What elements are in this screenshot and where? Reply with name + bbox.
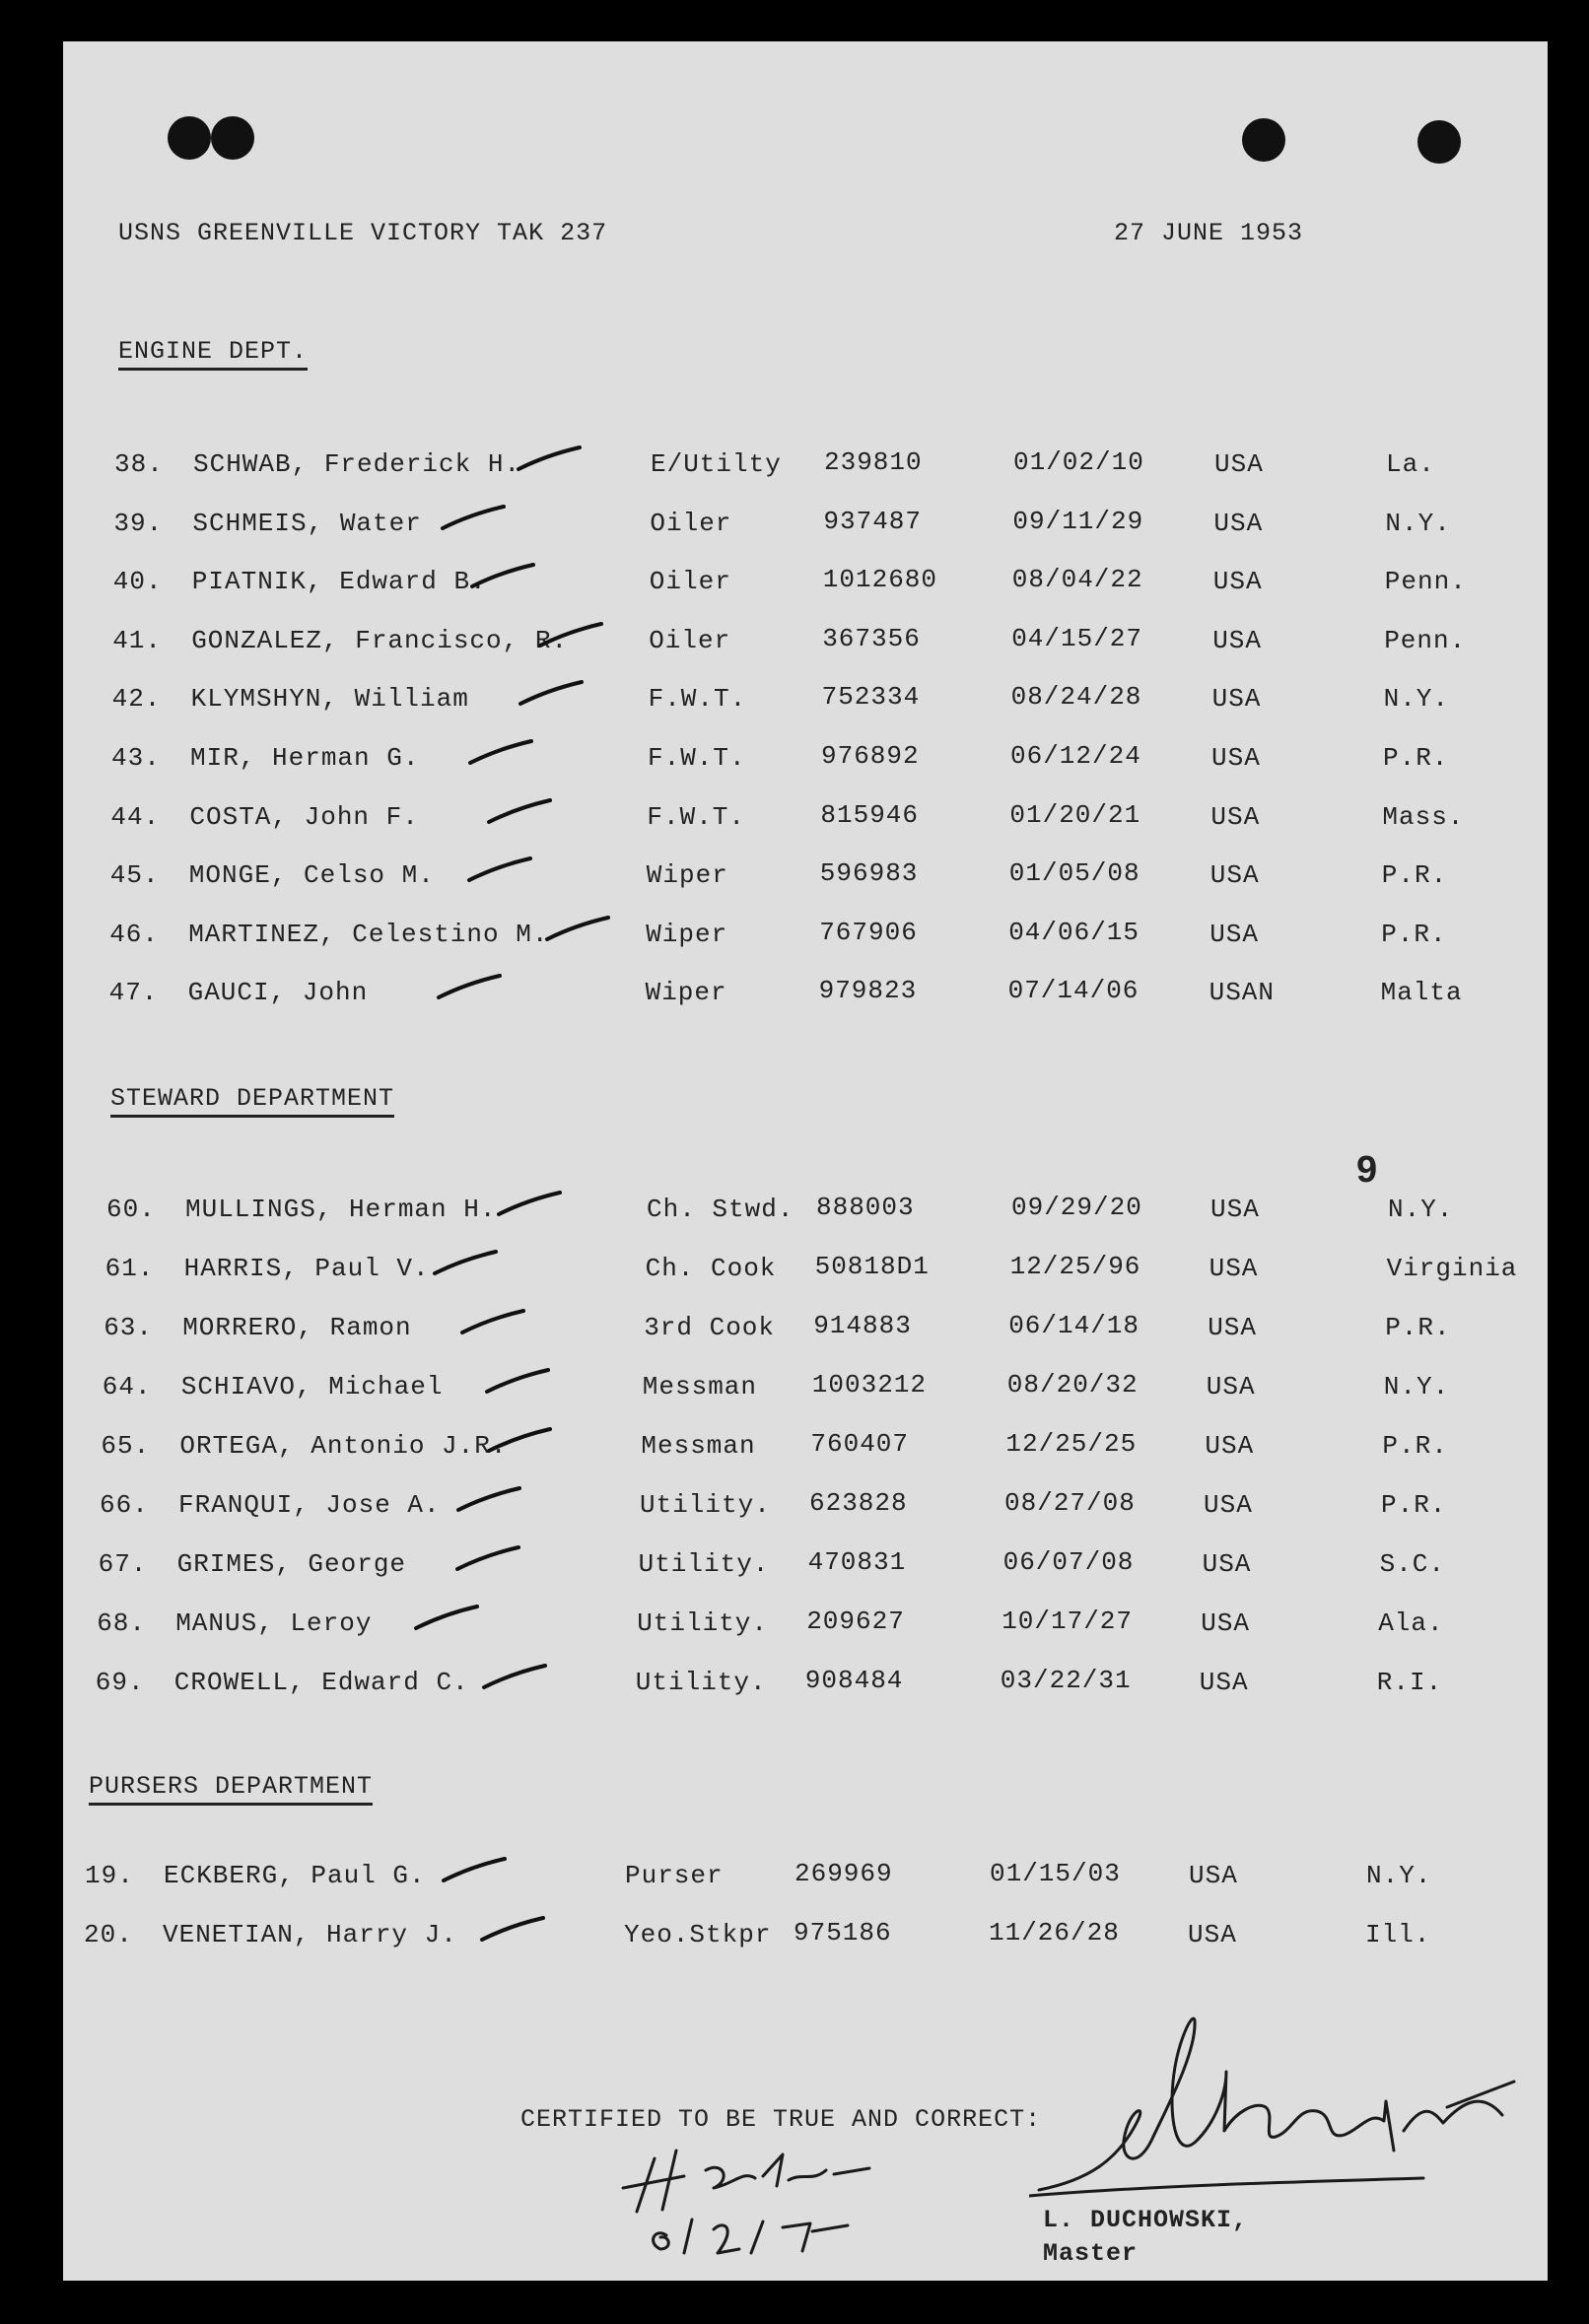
crew-rating: Utility. bbox=[640, 1490, 771, 1520]
crew-id-number: 596983 bbox=[819, 858, 919, 889]
crew-rating: Messman bbox=[642, 1372, 758, 1401]
nationality: USA bbox=[1210, 1195, 1260, 1224]
birth-date: 07/14/06 bbox=[1007, 976, 1140, 1006]
certification-text: CERTIFIED TO BE TRUE AND CORRECT: bbox=[520, 2105, 1042, 2134]
crew-rating: Utility. bbox=[638, 1549, 770, 1579]
crew-name: COSTA, John F. bbox=[189, 801, 419, 832]
nationality: USA bbox=[1208, 1313, 1257, 1342]
crew-name: MONGE, Celso M. bbox=[188, 860, 435, 891]
check-mark-icon bbox=[431, 1248, 500, 1277]
row-number: 42. bbox=[111, 684, 162, 715]
row-number: 64. bbox=[102, 1372, 152, 1401]
crew-id-number: 975186 bbox=[794, 1918, 892, 1948]
crew-id-number: 752334 bbox=[821, 682, 921, 713]
nationality: USA bbox=[1188, 1920, 1237, 1949]
nationality: USA bbox=[1205, 1431, 1255, 1461]
birth-place: Virginia bbox=[1386, 1254, 1518, 1283]
birth-place: Ala. bbox=[1378, 1608, 1444, 1638]
crew-name: MARTINEZ, Celestino M. bbox=[188, 919, 549, 949]
birth-date: 06/14/18 bbox=[1008, 1311, 1140, 1340]
crew-rating: Wiper bbox=[645, 978, 727, 1008]
birth-date: 12/25/25 bbox=[1005, 1429, 1138, 1459]
birth-place: Penn. bbox=[1384, 625, 1467, 655]
crew-rating: Utility. bbox=[637, 1608, 769, 1638]
row-number: 45. bbox=[109, 860, 160, 891]
crew-rating: Ch. Stwd. bbox=[647, 1195, 794, 1224]
birth-place: Penn. bbox=[1384, 567, 1467, 597]
crew-id-number: 367356 bbox=[822, 623, 921, 653]
birth-place: Malta bbox=[1380, 978, 1463, 1008]
birth-date: 10/17/27 bbox=[1002, 1606, 1134, 1636]
birth-place: N.Y. bbox=[1383, 684, 1450, 715]
check-mark-icon bbox=[458, 1307, 527, 1336]
check-mark-icon bbox=[543, 914, 612, 943]
birth-date: 01/20/21 bbox=[1009, 799, 1141, 830]
row-number: 63. bbox=[104, 1313, 153, 1342]
crew-id-number: 269969 bbox=[794, 1859, 893, 1888]
birth-place: S.C. bbox=[1379, 1549, 1446, 1579]
check-mark-icon bbox=[517, 678, 586, 708]
crew-id-number: 815946 bbox=[820, 799, 920, 830]
check-mark-icon bbox=[435, 972, 504, 1001]
crew-name: MIR, Herman G. bbox=[190, 743, 420, 773]
crew-name: ORTEGA, Antonio J.R. bbox=[179, 1431, 508, 1461]
row-number: 20. bbox=[84, 1920, 133, 1949]
row-number: 68. bbox=[97, 1608, 146, 1638]
crew-rating: F.W.T. bbox=[648, 684, 747, 715]
birth-date: 04/15/27 bbox=[1011, 623, 1143, 653]
birth-place: P.R. bbox=[1381, 860, 1448, 891]
crew-name: HARRIS, Paul V. bbox=[183, 1254, 430, 1283]
nationality: USA bbox=[1202, 1549, 1252, 1579]
crew-rating: F.W.T. bbox=[647, 801, 746, 832]
master-signature bbox=[1029, 2013, 1542, 2220]
nationality: USA bbox=[1214, 449, 1264, 479]
check-mark-icon bbox=[478, 1914, 547, 1944]
check-mark-icon bbox=[480, 1662, 549, 1691]
birth-date: 06/07/08 bbox=[1002, 1547, 1135, 1577]
check-mark-icon bbox=[439, 503, 508, 532]
crew-id-number: 767906 bbox=[819, 917, 918, 947]
birth-date: 08/04/22 bbox=[1011, 565, 1143, 595]
crew-id-number: 623828 bbox=[809, 1488, 908, 1518]
row-number: 43. bbox=[111, 743, 161, 773]
row-number: 65. bbox=[101, 1431, 151, 1461]
crew-id-number: 1003212 bbox=[811, 1370, 928, 1400]
crew-name: GAUCI, John bbox=[187, 978, 369, 1008]
birth-date: 09/29/20 bbox=[1011, 1193, 1142, 1222]
birth-place: N.Y. bbox=[1383, 1372, 1450, 1401]
nationality: USA bbox=[1206, 1372, 1256, 1401]
check-mark-icon bbox=[515, 444, 584, 473]
birth-place: N.Y. bbox=[1366, 1861, 1432, 1890]
crew-name: FRANQUI, Jose A. bbox=[178, 1490, 441, 1520]
birth-place: P.R. bbox=[1382, 1431, 1448, 1461]
crew-name: MORRERO, Ramon bbox=[182, 1313, 412, 1342]
row-number: 66. bbox=[100, 1490, 149, 1520]
crew-id-number: 209627 bbox=[806, 1606, 905, 1636]
steward-dept-heading: STEWARD DEPARTMENT bbox=[110, 1084, 394, 1118]
crew-id-number: 937487 bbox=[823, 506, 923, 536]
crew-id-number: 239810 bbox=[824, 447, 923, 477]
birth-date: 01/02/10 bbox=[1013, 447, 1144, 477]
birth-date: 01/15/03 bbox=[990, 1859, 1121, 1888]
row-number: 61. bbox=[104, 1254, 155, 1283]
birth-place: Mass. bbox=[1382, 801, 1465, 832]
birth-place: P.R. bbox=[1381, 1490, 1447, 1520]
birth-date: 04/06/15 bbox=[1008, 917, 1140, 947]
crew-id-number: 908484 bbox=[804, 1666, 904, 1695]
crew-rating: Oiler bbox=[649, 567, 731, 597]
nationality: USA bbox=[1199, 1668, 1249, 1697]
nationality: USA bbox=[1210, 801, 1261, 832]
punch-hole bbox=[211, 116, 254, 160]
crew-rating: Ch. Cook bbox=[645, 1254, 777, 1283]
check-mark-icon bbox=[485, 796, 554, 826]
birth-date: 03/22/31 bbox=[1000, 1666, 1132, 1695]
document-date: 27 JUNE 1953 bbox=[1114, 219, 1304, 247]
engine-dept-heading: ENGINE DEPT. bbox=[118, 337, 308, 371]
punch-hole bbox=[1417, 120, 1461, 164]
birth-date: 06/12/24 bbox=[1010, 741, 1141, 771]
birth-date: 09/11/29 bbox=[1012, 506, 1144, 536]
check-mark-icon bbox=[483, 1366, 552, 1396]
birth-date: 08/24/28 bbox=[1010, 682, 1142, 713]
nationality: USA bbox=[1201, 1608, 1250, 1638]
count-mark: 9 bbox=[1356, 1149, 1379, 1191]
crew-id-number: 914883 bbox=[813, 1311, 912, 1340]
nationality: USA bbox=[1209, 860, 1260, 891]
crew-name: KLYMSHYN, William bbox=[190, 684, 469, 715]
row-number: 38. bbox=[114, 449, 164, 479]
check-mark-icon bbox=[495, 1189, 564, 1218]
row-number: 41. bbox=[112, 625, 162, 655]
check-mark-icon bbox=[412, 1603, 481, 1632]
nationality: USA bbox=[1204, 1490, 1253, 1520]
crew-name: SCHMEIS, Water bbox=[192, 508, 422, 538]
birth-place: P.R. bbox=[1385, 1313, 1451, 1342]
birth-place: N.Y. bbox=[1385, 508, 1451, 538]
handwritten-initials bbox=[615, 2141, 940, 2259]
birth-date: 12/25/96 bbox=[1009, 1252, 1141, 1281]
birth-date: 01/05/08 bbox=[1008, 858, 1140, 889]
vessel-title: USNS GREENVILLE VICTORY TAK 237 bbox=[118, 219, 608, 247]
crew-name: ECKBERG, Paul G. bbox=[164, 1861, 426, 1890]
birth-place: R.I. bbox=[1376, 1668, 1443, 1697]
crew-name: CROWELL, Edward C. bbox=[173, 1668, 469, 1697]
crew-id-number: 1012680 bbox=[822, 565, 938, 595]
nationality: USA bbox=[1212, 625, 1262, 655]
birth-place: La. bbox=[1386, 449, 1435, 479]
nationality: USAN bbox=[1209, 978, 1276, 1008]
crew-name: GRIMES, George bbox=[176, 1549, 407, 1579]
nationality: USA bbox=[1212, 567, 1263, 597]
check-mark-icon bbox=[453, 1543, 522, 1573]
row-number: 39. bbox=[113, 508, 164, 538]
nationality: USA bbox=[1213, 508, 1264, 538]
birth-place: Ill. bbox=[1365, 1920, 1431, 1949]
crew-rating: E/Utilty bbox=[651, 449, 782, 479]
nationality: USA bbox=[1189, 1861, 1238, 1890]
row-number: 67. bbox=[98, 1549, 148, 1579]
check-mark-icon bbox=[440, 1855, 509, 1884]
check-mark-icon bbox=[536, 620, 605, 649]
check-mark-icon bbox=[485, 1425, 554, 1455]
nationality: USA bbox=[1211, 684, 1262, 715]
punch-hole bbox=[168, 116, 211, 160]
crew-name: GONZALEZ, Francisco, R. bbox=[191, 625, 569, 655]
master-name: L. DUCHOWSKI, bbox=[1043, 2206, 1249, 2234]
crew-id-number: 50818D1 bbox=[814, 1252, 930, 1281]
crew-id-number: 760407 bbox=[810, 1429, 910, 1459]
crew-rating: Oiler bbox=[649, 625, 731, 655]
birth-place: P.R. bbox=[1383, 743, 1449, 773]
crew-rating: Yeo.Stkpr bbox=[624, 1920, 772, 1949]
nationality: USA bbox=[1211, 743, 1261, 773]
row-number: 44. bbox=[110, 801, 161, 832]
crew-rating: Wiper bbox=[646, 919, 728, 949]
master-title: Master bbox=[1043, 2239, 1139, 2268]
pursers-dept-heading: PURSERS DEPARTMENT bbox=[89, 1772, 373, 1806]
crew-id-number: 976892 bbox=[821, 741, 920, 771]
crew-name: SCHWAB, Frederick H. bbox=[193, 449, 521, 479]
row-number: 47. bbox=[108, 978, 159, 1008]
row-number: 60. bbox=[106, 1195, 156, 1224]
punch-hole bbox=[1242, 118, 1285, 162]
birth-date: 08/20/32 bbox=[1006, 1370, 1139, 1400]
crew-name: MULLINGS, Herman H. bbox=[185, 1195, 497, 1224]
row-number: 46. bbox=[109, 919, 159, 949]
check-mark-icon bbox=[454, 1484, 523, 1514]
crew-name: VENETIAN, Harry J. bbox=[163, 1920, 457, 1949]
check-mark-icon bbox=[465, 854, 534, 884]
row-number: 19. bbox=[85, 1861, 134, 1890]
check-mark-icon bbox=[468, 561, 537, 590]
crew-id-number: 888003 bbox=[816, 1193, 915, 1222]
document-page bbox=[63, 41, 1548, 2281]
crew-id-number: 470831 bbox=[807, 1547, 907, 1577]
birth-place: N.Y. bbox=[1388, 1195, 1454, 1224]
nationality: USA bbox=[1209, 1254, 1259, 1283]
nationality: USA bbox=[1209, 919, 1259, 949]
birth-date: 08/27/08 bbox=[1004, 1488, 1136, 1518]
row-number: 69. bbox=[95, 1668, 145, 1697]
crew-rating: Oiler bbox=[650, 508, 732, 538]
crew-rating: F.W.T. bbox=[648, 743, 746, 773]
row-number: 40. bbox=[112, 567, 163, 597]
crew-name: PIATNIK, Edward B. bbox=[191, 567, 487, 597]
crew-rating: 3rd Cook bbox=[644, 1313, 776, 1342]
crew-name: MANUS, Leroy bbox=[175, 1608, 373, 1638]
crew-rating: Utility. bbox=[635, 1668, 767, 1697]
crew-id-number: 979823 bbox=[818, 976, 918, 1006]
crew-rating: Purser bbox=[625, 1861, 724, 1890]
crew-name: SCHIAVO, Michael bbox=[180, 1372, 444, 1401]
birth-date: 11/26/28 bbox=[989, 1918, 1120, 1948]
check-mark-icon bbox=[466, 737, 535, 767]
crew-rating: Messman bbox=[641, 1431, 756, 1461]
crew-rating: Wiper bbox=[646, 860, 728, 891]
birth-place: P.R. bbox=[1381, 919, 1447, 949]
